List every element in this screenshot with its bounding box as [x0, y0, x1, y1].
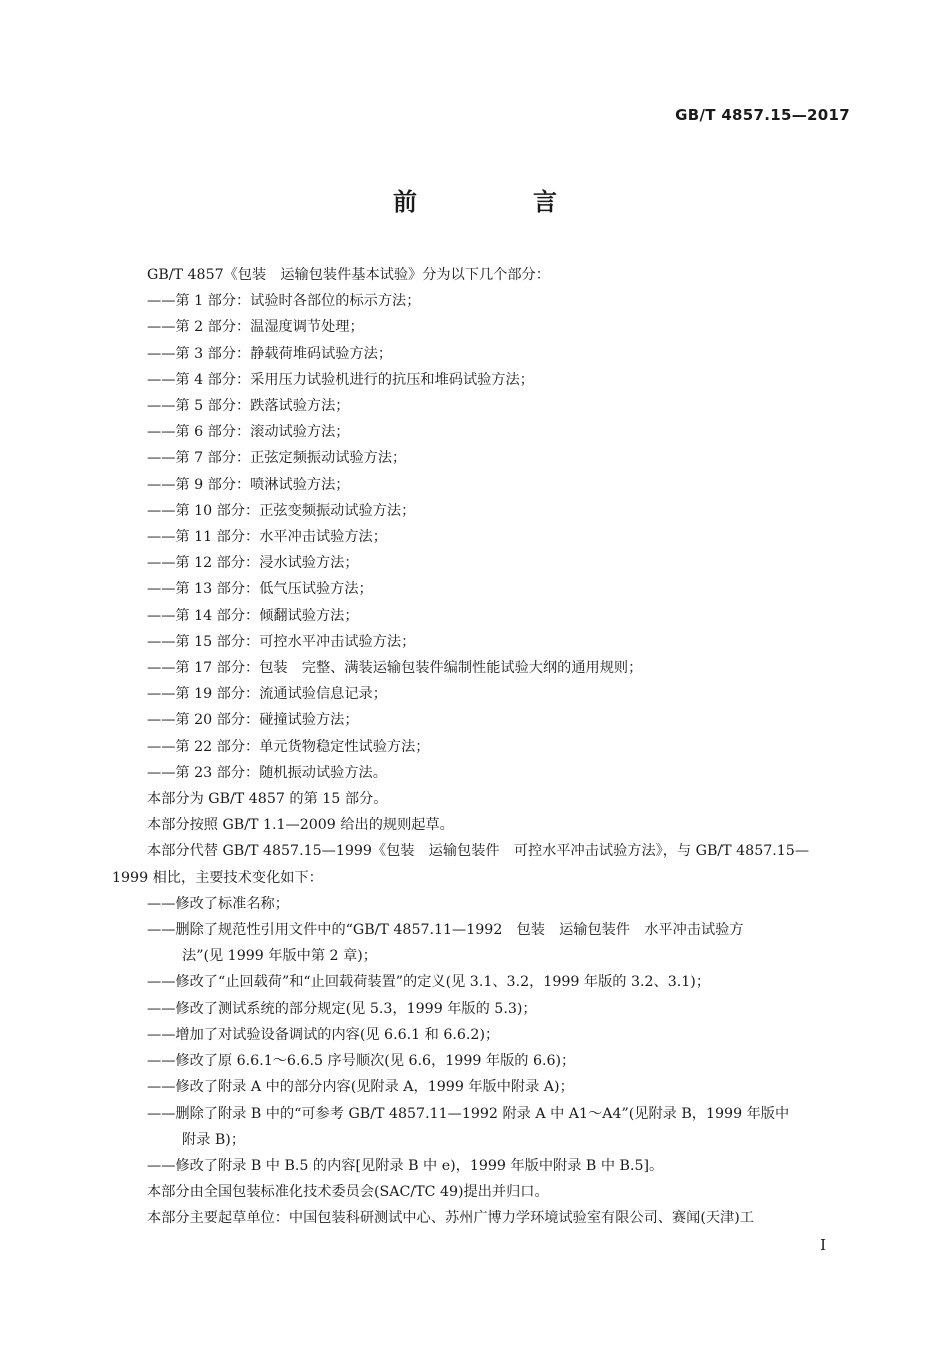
text-line: ——第 22 部分：单元货物稳定性试验方法； [147, 738, 430, 755]
text-line: ——第 13 部分：低气压试验方法； [147, 581, 373, 598]
text-line: ——第 17 部分：包装 完整、满装运输包装件编制性能试验大纲的通用规则； [147, 660, 643, 677]
text-line: ——第 20 部分：碰撞试验方法； [147, 712, 359, 729]
text-line: ——第 5 部分：跌落试验方法； [147, 398, 350, 415]
text-line: ——第 9 部分：喷淋试验方法； [147, 476, 350, 493]
text-line: 本部分按照 GB/T 1.1—2009 给出的规则起草。 [147, 817, 454, 834]
text-line: 1999 相比，主要技术变化如下： [112, 869, 323, 886]
page-number: I [820, 1236, 826, 1254]
text-line: 本部分代替 GB/T 4857.15—1999《包装 运输包装件 可控水平冲击试验方法》，与 GB/T 4857.15— [147, 843, 810, 860]
text-line: 法”(见 1999 年版中第 2 章)； [182, 948, 377, 965]
page-title: 前 言 [393, 188, 603, 216]
foreword-body [112, 262, 854, 1232]
text-line: 本部分主要起草单位：中国包装科研测试中心、苏州广博力学环境试验室有限公司、赛闻(天津)工 [147, 1210, 754, 1227]
text-line: ——第 11 部分：水平冲击试验方法； [147, 529, 387, 546]
text-line: ——第 7 部分：正弦定频振动试验方法； [147, 450, 407, 467]
text-line: ——第 3 部分：静载荷堆码试验方法； [147, 345, 393, 362]
text-line: ——第 10 部分：正弦变频振动试验方法； [147, 502, 416, 519]
text-line: ——第 1 部分：试验时各部位的标示方法； [147, 293, 421, 310]
text-line: ——第 15 部分：可控水平冲击试验方法； [147, 633, 416, 650]
text-line: ——修改了“止回载荷”和“止回载荷装置”的定义(见 3.1、3.2，1999 年版的 3.2、3.1)； [147, 974, 711, 991]
text-line: ——第 19 部分：流通试验信息记录； [147, 686, 387, 703]
text-line: ——第 2 部分：温湿度调节处理； [147, 319, 364, 336]
text-line: GB/T 4857《包装 运输包装件基本试验》分为以下几个部分： [147, 267, 550, 283]
text-line: ——第 4 部分：采用压力试验机进行的抗压和堆码试验方法； [147, 371, 534, 388]
text-line: ——修改了原 6.6.1～6.6.5 序号顺次(见 6.6，1999 年版的 6.6)； [147, 1053, 576, 1070]
text-line: 本部分为 GB/T 4857 的第 15 部分。 [147, 791, 388, 808]
text-line: 附录 B)； [182, 1131, 246, 1148]
standard-code: GB/T 4857.15—2017 [675, 106, 850, 124]
text-line: ——增加了对试验设备调试的内容(见 6.6.1 和 6.6.2)； [147, 1026, 500, 1043]
text-line: 本部分由全国包装标准化技术委员会(SAC/TC 49)提出并归口。 [147, 1184, 549, 1201]
text-line: ——第 6 部分：滚动试验方法； [147, 424, 350, 441]
text-line: ——第 14 部分：倾翻试验方法； [147, 607, 359, 624]
text-line: ——修改了测试系统的部分规定(见 5.3，1999 年版的 5.3)； [147, 1000, 537, 1017]
text-line: ——修改了标准名称； [147, 895, 289, 912]
text-line: ——第 23 部分：随机振动试验方法。 [147, 764, 387, 781]
text-line: ——删除了规范性引用文件中的“GB/T 4857.11—1992 包装 运输包装件 水平冲击试验方 [147, 922, 744, 939]
text-line: ——第 12 部分：浸水试验方法； [147, 555, 359, 572]
text-line: ——修改了附录 A 中的部分内容(见附录 A，1999 年版中附录 A)； [147, 1079, 574, 1096]
text-line: ——删除了附录 B 中的“可参考 GB/T 4857.11—1992 附录 A 中 A1～A4”(见附录 B，1999 年版中 [147, 1105, 790, 1122]
text-line: ——修改了附录 B 中 B.5 的内容[见附录 B 中 e)，1999 年版中附录 B 中 B.5]。 [147, 1157, 664, 1174]
